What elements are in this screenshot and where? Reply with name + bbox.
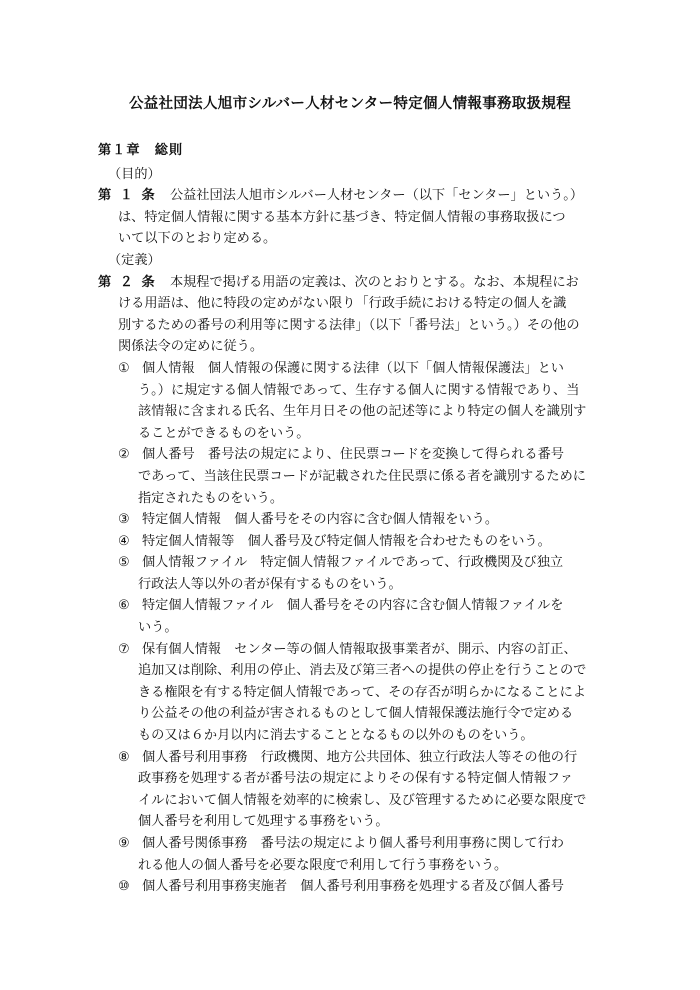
definition-line (98, 444, 618, 466)
definition-text-line: 個人情報 個人情報の保護に関する法律（以下「個人情報保護法」とい (142, 360, 564, 376)
definition-line (98, 552, 618, 574)
article-2 (98, 272, 618, 358)
definition-line (98, 833, 618, 855)
definition-text-line: もの又は６か月以内に消去することとなるもの以外のものをいう。 (138, 728, 534, 744)
definition-list (98, 358, 618, 898)
definition-number: ⑧ (118, 749, 130, 765)
definition-text-line: 個人番号利用事務 行政機関、地方公共団体、独立行政法人等その他の行 (142, 749, 578, 765)
article-text-line: 関係法令の定めに従う。 (118, 339, 264, 355)
definition-text-line: 特定個人情報等 個人番号及び特定個人情報を合わせたものをいう。 (142, 533, 551, 549)
definition-text-line: 行政法人等以外の者が保有するものをいう。 (138, 576, 402, 592)
definition-item (98, 358, 618, 444)
definition-line (98, 358, 618, 380)
definition-line (98, 747, 618, 769)
definition-text-line: イルにおいて個人情報を効率的に検索し、及び管理するために必要な限度で (138, 792, 587, 808)
definition-text-line: 個人番号を利用して処理する事務をいう。 (138, 814, 389, 830)
article-text-line: いて以下のとおり定める。 (118, 231, 277, 247)
definition-text-line: 個人番号関係事務 番号法の規定により個人番号利用事務に関して行わ (142, 836, 564, 851)
definition-text-line: 個人番号 番号法の規定により、住民票コードを変換して得られる番号 (142, 447, 564, 463)
definition-item (98, 639, 618, 747)
definition-item (98, 531, 618, 553)
article-text-line: 別するための番号の利用等に関する法律」（以下「番号法」という。）その他の (118, 317, 580, 333)
definition-item (98, 444, 618, 509)
article-1 (98, 185, 618, 250)
article-text-line: 本規程で掲げる用語の定義は、次のとおりとする。なお、本規程にお (169, 274, 579, 290)
definition-text-line: う。）に規定する個人情報であって、生存する個人に関する情報であり、当 (138, 382, 580, 398)
definition-text-line: 該情報に含まれる氏名、生年月日その他の記述等により特定の個人を識別す (138, 404, 587, 420)
definition-text-line: 保有個人情報 センター等の個人情報取扱事業者が、開示、内容の訂正、 (142, 641, 577, 657)
article-number: 第 １ 条 (98, 188, 157, 204)
article-text-line: ける用語は、他に特段の定めがない限り「行政手続における特定の個人を識 (118, 296, 567, 312)
definition-number: ⑤ (118, 555, 130, 571)
section-heading-definitions: （定義） (108, 252, 161, 268)
chapter-heading: 第１章 総則 (98, 143, 184, 158)
definition-item (98, 833, 618, 876)
definition-line (98, 595, 618, 617)
definition-text-line: であって、当該住民票コードが記載された住民票に係る者を識別するために (138, 468, 586, 484)
definition-number: ⑩ (118, 879, 130, 895)
definition-number: ⑥ (118, 598, 130, 614)
document-body (98, 140, 618, 898)
definition-text-line: 政事務を処理する者が番号法の規定によりその保有する特定個人情報ファ (138, 771, 573, 787)
definition-text-line: り公益その他の利益が害されるものとして個人情報保護法施行令で定める (138, 706, 574, 722)
definition-number: ⑨ (118, 836, 130, 851)
document-title: 公益社団法人旭市シルバー人材センター特定個人情報事務取扱規程 (128, 95, 572, 112)
definition-text-line: 追加又は削除、利用の停止、消去及び第三者への提供の停止を行うことので (138, 663, 587, 679)
definition-text-line: 特定個人情報 個人番号をその内容に含む個人情報をいう。 (142, 512, 499, 528)
definition-item (98, 509, 618, 531)
definition-text-line: 特定個人情報ファイル 個人番号をその内容に含む個人情報ファイルを (142, 598, 564, 614)
definition-text-line: いう。 (138, 620, 178, 636)
definition-item (98, 876, 618, 898)
definition-number: ① (118, 360, 130, 376)
article-text-line: 公益社団法人旭市シルバー人材センター（以下「センター」という。） (169, 188, 584, 204)
definition-text-line: きる権限を有する特定個人情報であって、その存否が明らかになることによ (138, 684, 586, 700)
definition-number: ④ (118, 533, 130, 549)
definition-line (98, 639, 618, 661)
definition-text-line: 個人情報ファイル 特定個人情報ファイルであって、行政機関及び独立 (142, 555, 564, 571)
definition-text-line: れる他人の個人番号を必要な限度で利用して行う事務をいう。 (138, 857, 508, 873)
definition-number: ② (118, 447, 130, 463)
definition-line (98, 876, 618, 898)
article-text-line: は、特定個人情報に関する基本方針に基づき、特定個人情報の事務取扱につ (118, 209, 566, 225)
definition-item (98, 552, 618, 595)
definition-item (98, 595, 618, 638)
section-heading-purpose: （目的） (108, 166, 161, 182)
definition-text-line: ることができるものをいう。 (138, 425, 310, 441)
definition-text-line: 個人番号利用事務実施者 個人番号利用事務を処理する者及び個人番号 (142, 879, 564, 895)
definition-text-line: 指定されたものをいう。 (138, 490, 284, 506)
definition-line (98, 509, 618, 531)
definition-number: ③ (118, 512, 130, 528)
definition-number: ⑦ (118, 641, 130, 657)
definition-item (98, 747, 618, 833)
article-number: 第 ２ 条 (98, 274, 157, 290)
definition-line (98, 531, 618, 553)
